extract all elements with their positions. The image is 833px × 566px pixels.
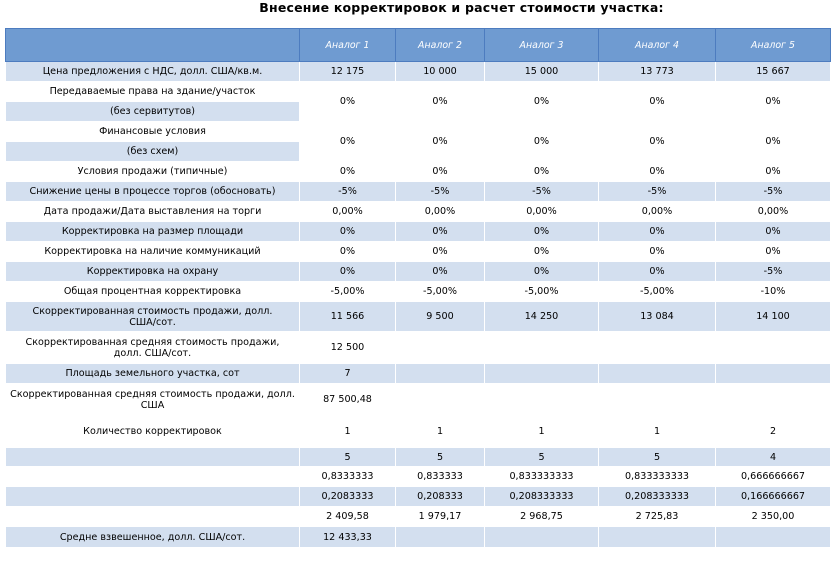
table-row (6, 416, 831, 448)
cell-value: 0% (396, 222, 485, 242)
table-row (6, 282, 831, 302)
row-label-sub: (без схем) (6, 142, 300, 162)
cell-value: 0% (599, 262, 716, 282)
row-label: Снижение цены в процессе торгов (обосновать) (6, 182, 300, 202)
cell-value: 0% (396, 162, 485, 182)
cell-value: 0,00% (599, 202, 716, 222)
cell-value: 2 968,75 (485, 507, 599, 527)
cell-value: 2 725,83 (599, 507, 716, 527)
row-label-line: Скорректированная средняя стоимость продажи, (25, 336, 280, 348)
row-label-sub: (без сервитутов) (6, 102, 300, 122)
cell-value: 5 (396, 448, 485, 467)
cell-value: 1 (599, 416, 716, 448)
cell-value: 9 500 (396, 302, 485, 332)
cell-value: 0% (716, 122, 831, 162)
cell-value: 0,166666667 (716, 487, 831, 507)
cell-value: 0,833333333 (485, 467, 599, 487)
cell-value: 0% (599, 82, 716, 122)
cell-value: 0,208333 (396, 487, 485, 507)
cell-value: 0% (300, 262, 396, 282)
row-label (6, 302, 300, 332)
analog-header: Аналог 3 (485, 29, 599, 62)
cell-value: -5% (396, 182, 485, 202)
cell-value: 0% (485, 222, 599, 242)
cell-value: 0% (396, 242, 485, 262)
analog-header: Аналог 1 (300, 29, 396, 62)
cell-empty (716, 332, 831, 364)
table-row (6, 62, 831, 82)
cell-value: 0% (300, 242, 396, 262)
cell-value: 5 (485, 448, 599, 467)
cell-value: 7 (300, 364, 396, 384)
row-label (6, 384, 300, 416)
cell-value: 12 500 (300, 332, 396, 364)
cell-value: 5 (300, 448, 396, 467)
row-label-empty (6, 487, 300, 507)
cell-value: 2 350,00 (716, 507, 831, 527)
table-row (6, 527, 831, 548)
cell-value: -5% (716, 182, 831, 202)
cell-empty (716, 527, 831, 548)
cell-value: 4 (716, 448, 831, 467)
cell-value: -5% (716, 262, 831, 282)
cell-value: 0% (300, 82, 396, 122)
cell-value: 10 000 (396, 62, 485, 82)
cell-value: 0,833333333 (599, 467, 716, 487)
table-row (6, 182, 831, 202)
cell-value: 15 000 (485, 62, 599, 82)
row-label: Финансовые условия (6, 122, 300, 142)
cell-value: -5,00% (599, 282, 716, 302)
table-row (6, 302, 831, 332)
cell-empty (599, 384, 716, 416)
cell-value: 13 773 (599, 62, 716, 82)
analog-header: Аналог 5 (716, 29, 831, 62)
cell-value: 0% (485, 162, 599, 182)
table-row (6, 242, 831, 262)
cell-value: 0% (396, 122, 485, 162)
cell-value: 0% (485, 82, 599, 122)
cell-value: 12 175 (300, 62, 396, 82)
cell-value: 87 500,48 (300, 384, 396, 416)
cell-value: 11 566 (300, 302, 396, 332)
cell-value: 0,2083333 (300, 487, 396, 507)
table-row (6, 202, 831, 222)
cell-value: 0% (599, 242, 716, 262)
cell-value: 0% (396, 82, 485, 122)
row-label: Корректировка на наличие коммуникаций (6, 242, 300, 262)
cell-value: -5% (300, 182, 396, 202)
cell-value: 0% (599, 162, 716, 182)
cell-empty (485, 527, 599, 548)
row-label: Дата продажи/Дата выставления на торги (6, 202, 300, 222)
page-title: Внесение корректировок и расчет стоимости участка: (259, 0, 664, 15)
cell-empty (396, 332, 485, 364)
row-label: Количество корректировок (6, 416, 300, 448)
table-row (6, 467, 831, 487)
row-label-empty (6, 507, 300, 527)
cell-empty (716, 364, 831, 384)
cell-value: 0% (716, 222, 831, 242)
cell-value: 0,8333333 (300, 467, 396, 487)
header-corner (6, 29, 300, 62)
table-row (6, 222, 831, 242)
cell-value: 0% (599, 122, 716, 162)
row-label-line: Скорректированная стоимость продажи, долл. (32, 305, 273, 317)
cell-empty (716, 384, 831, 416)
row-label (6, 332, 300, 364)
table-row (6, 332, 831, 364)
cell-value: -5% (599, 182, 716, 202)
cell-value: 0,833333 (396, 467, 485, 487)
row-label: Передаваемые права на здание/участок (6, 82, 300, 102)
analog-header: Аналог 4 (599, 29, 716, 62)
row-label-line: США/сот. (129, 316, 176, 328)
table-row (6, 448, 831, 467)
cell-value: 0,208333333 (485, 487, 599, 507)
cell-value: 0% (300, 162, 396, 182)
table-row (6, 507, 831, 527)
cell-value: 13 084 (599, 302, 716, 332)
cell-value: 15 667 (716, 62, 831, 82)
cell-value: -5% (485, 182, 599, 202)
cell-empty (599, 332, 716, 364)
cell-value: -5,00% (485, 282, 599, 302)
cell-value: 0% (300, 222, 396, 242)
table-row (6, 384, 831, 416)
row-label: Средне взвешенное, долл. США/сот. (6, 527, 300, 548)
row-label: Условия продажи (типичные) (6, 162, 300, 182)
row-label-line: США (140, 399, 165, 411)
cell-empty (599, 527, 716, 548)
row-label-empty (6, 467, 300, 487)
row-label: Корректировка на охрану (6, 262, 300, 282)
table-row (6, 487, 831, 507)
cell-value: 0% (396, 262, 485, 282)
cell-value: 0% (485, 242, 599, 262)
cell-value: 1 979,17 (396, 507, 485, 527)
cell-value: 14 100 (716, 302, 831, 332)
cell-value: 0,666666667 (716, 467, 831, 487)
table-row (6, 364, 831, 384)
cell-value: 0% (716, 242, 831, 262)
table-row (6, 262, 831, 282)
cell-value: 12 433,33 (300, 527, 396, 548)
cell-value: 0% (716, 162, 831, 182)
cell-value: -10% (716, 282, 831, 302)
header-row (6, 29, 831, 62)
cell-value: 0,00% (396, 202, 485, 222)
cell-value: 2 (716, 416, 831, 448)
row-label-empty (6, 448, 300, 467)
row-label-line: долл. США/сот. (113, 347, 192, 359)
row-label: Цена предложения с НДС, долл. США/кв.м. (6, 62, 300, 82)
cell-value: 0% (485, 122, 599, 162)
cell-empty (485, 332, 599, 364)
cell-value: 0% (300, 122, 396, 162)
cell-value: -5,00% (300, 282, 396, 302)
row-label-line: Скорректированная средняя стоимость продажи, долл. (10, 388, 295, 400)
cell-value: 1 (396, 416, 485, 448)
cell-value: 14 250 (485, 302, 599, 332)
cell-value: 1 (485, 416, 599, 448)
cell-value: 0,208333333 (599, 487, 716, 507)
table-row (6, 82, 831, 102)
row-label: Площадь земельного участка, сот (6, 364, 300, 384)
row-label: Корректировка на размер площади (6, 222, 300, 242)
cell-empty (485, 364, 599, 384)
cell-value: 0% (716, 82, 831, 122)
cell-value: 0,00% (300, 202, 396, 222)
table-row (6, 122, 831, 142)
cell-value: -5,00% (396, 282, 485, 302)
cell-value: 5 (599, 448, 716, 467)
cell-value: 1 (300, 416, 396, 448)
cell-value: 0,00% (485, 202, 599, 222)
table-row (6, 162, 831, 182)
cell-empty (485, 384, 599, 416)
analog-header: Аналог 2 (396, 29, 485, 62)
cell-empty (396, 364, 485, 384)
cell-value: 0% (485, 262, 599, 282)
cell-value: 2 409,58 (300, 507, 396, 527)
row-label: Общая процентная корректировка (6, 282, 300, 302)
cell-value: 0% (599, 222, 716, 242)
cell-empty (396, 527, 485, 548)
valuation-table (5, 28, 831, 548)
cell-empty (396, 384, 485, 416)
cell-value: 0,00% (716, 202, 831, 222)
cell-empty (599, 364, 716, 384)
